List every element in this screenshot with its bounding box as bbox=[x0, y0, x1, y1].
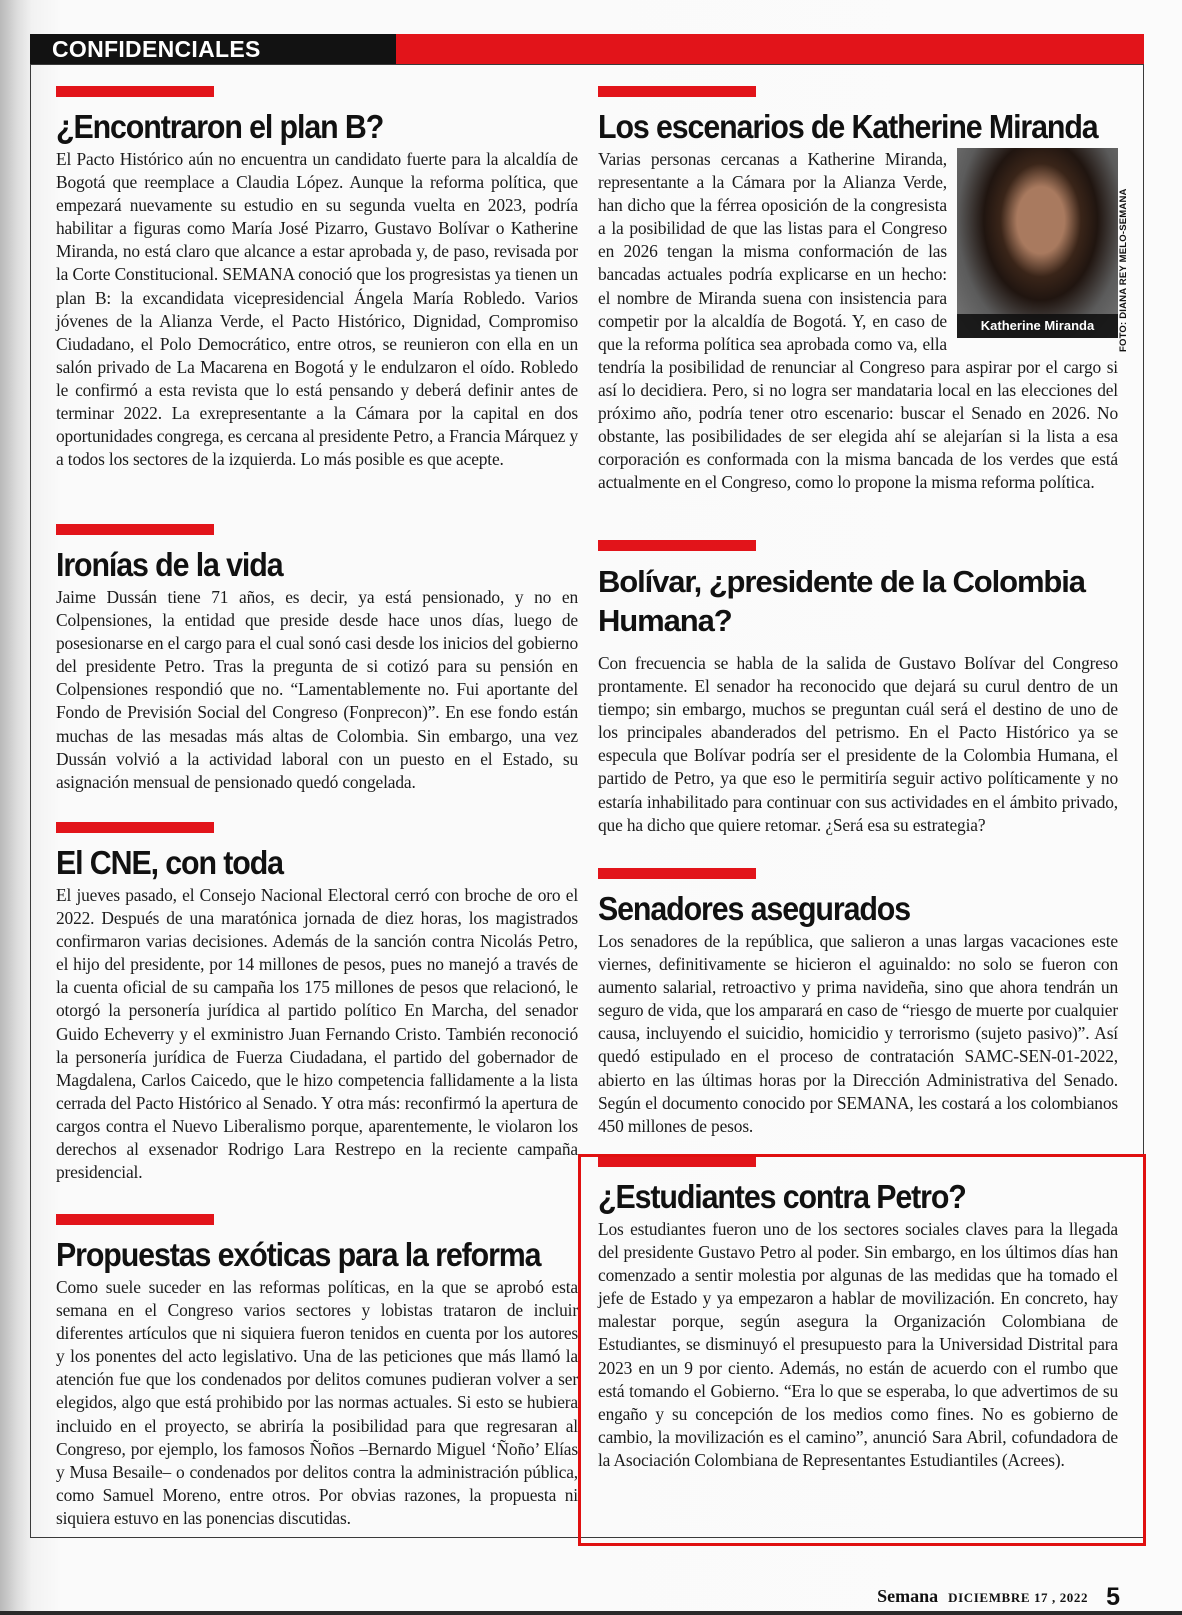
article-title: ¿Encontraron el plan B? bbox=[56, 108, 384, 145]
section-header: CONFIDENCIALES bbox=[30, 34, 396, 65]
article-katherine-miranda bbox=[598, 86, 1118, 540]
article-title: Senadores asegurados bbox=[598, 890, 911, 927]
issue-date: DICIEMBRE 17 , 2022 bbox=[948, 1590, 1089, 1605]
red-accent-bar bbox=[598, 540, 756, 551]
article-body: Los senadores de la república, que salieron a unas largas vacaciones este viernes, definitivamente se hicieron el aguinaldo: no solo se fueron con aumento salarial, retroactivo y prima navideña, sino que ahora tendrán un seguro de vida, que los amparará en caso de “riesgo de muerte por cualquier causa, incluyendo el suicidio, homicidio y terrorismo (sujeto pasivo)”. Así quedó estipulado en el proceso de contratación SAMC-SEN-01-2022, abierto en las últimas horas por la Dirección Administrativa del Senado. Según el documento conocido por SEMANA, les costará a los colombianos 450 millones de pesos. bbox=[598, 931, 1118, 1136]
article-body: El jueves pasado, el Consejo Nacional Electoral cerró con broche de oro el 2022. Después de una maratónica jornada de diez horas, los magistrados confirmaron varias decisiones. Además de la sanción contra Nicolás Petro, el hijo del presidente, por 14 millones de pesos, pues no manejó a través de la cuenta oficial de su campaña los 175 millones de pesos que relacionó, le otorgó la personería jurídica al partido político En Marcha, del senador Guido Echeverry y el exministro Juan Fernando Cristo. También reconoció la personería jurídica de Fuerza Ciudadana, el partido del gobernador de Magdalena, Carlos Caicedo, que le hizo competencia fallidamente a la lista cerrada del Pacto Histórico al Senado. Y otra más: reconfirmó la apertura de cargos contra el Nuevo Liberalismo porque, aparentemente, le violaron los derechos al exsenador Rodrigo Lara Restrepo en la reciente campaña presidencial. bbox=[56, 885, 578, 1183]
left-column bbox=[56, 86, 578, 1530]
red-accent-bar bbox=[56, 1214, 214, 1225]
article-body: Como suele suceder en las reformas políticas, en la que se aprobó esta semana en el Congreso varios sectores y lobistas trataron de incluir diferentes artículos que ni siquiera fueron tenidos en cuenta por los autores y los ponentes del acto legislativo. Una de las peticiones que más llamó la atención fue que los condenados por delitos comunes pudieran volver a ser elegidos, algo que está prohibido por las normas actuales. Si esto se hubiera incluido en el proyecto, se abriría la posibilidad para que regresaran al Congreso, por ejemplo, los famosos Ñoños –Bernardo Miguel ‘Ñoño’ Elías y Musa Besaile– o condenados por delitos contra la administración pública, como Samuel Moreno, entre otros. Por obvias razones, la propuesta ni siquiera estuvo en las ponencias discutidas. bbox=[56, 1277, 578, 1528]
article-body: Varias personas cercanas a Katherine Miranda, representante a la Cámara por la Alianza Verde, han dicho que la férrea oposición de la congresista a la posibilidad de que las listas para el Congreso en 2026 tengan la misma conformación de las bancadas actuales podría explicarse en un hecho: el nombre de Miranda suena con insistencia para competir por la alcaldía de Bogotá. Y, en caso de que la reforma política sea aprobada como va, ella tendría la posibilidad de renunciar al Congreso para aspirar por el cargo si así lo decidiera. Pero, si no logra ser mandataria local en las elecciones del próximo año, podría tener otro escenario: buscar el Senado en 2026. No obstante, las posibilidades de ser elegida ahí se alejarían si la lista a esa corporación es conformada con la misma bancada de los verdes que está actualmente en el Congreso, como lo propone la misma reforma política. bbox=[598, 149, 1118, 493]
article-title: Los escenarios de Katherine Miranda bbox=[598, 108, 1098, 145]
portrait-photo bbox=[957, 148, 1118, 338]
article-body: Los estudiantes fueron uno de los sectores sociales claves para la llegada del presidente Gustavo Petro al poder. Sin embargo, en los últimos días han comenzado a sentir molestia por algunas de las medidas que ha tomado el jefe de Estado y ya empezaron a hablar de movilización. En concreto, hay malestar porque, según asegura la Organización Colombiana de Estudiantes, se disminuyó el presupuesto para la Universidad Distrital para 2023 en un 9 por ciento. Además, no están de acuerdo con el rumbo que está tomando el Gobierno. “Era lo que se esperaba, lo que advertimos de su engaño y su concepción de los medios como fines. No es gobierno de cambio, la movilización es el camino”, anunció Sara Abril, cofundadora de la Asociación Colombiana de Representantes Estudiantiles (Acrees). bbox=[598, 1219, 1118, 1470]
bottom-edge bbox=[0, 1611, 1182, 1615]
publication-name: Semana bbox=[877, 1586, 939, 1606]
page-number: 5 bbox=[1106, 1583, 1120, 1611]
red-accent-bar bbox=[56, 86, 214, 97]
photo-caption: Katherine Miranda bbox=[957, 314, 1118, 338]
article-title: Bolívar, ¿presidente de la Colombia Humana? bbox=[598, 564, 1085, 638]
article-cne bbox=[56, 822, 578, 1214]
red-accent-bar bbox=[598, 86, 756, 97]
section-header-red-band bbox=[396, 34, 1144, 65]
red-accent-bar bbox=[56, 822, 214, 833]
photo-credit: FOTO: DIANA REY MELO-SEMANA bbox=[1118, 188, 1129, 352]
article-title: ¿Estudiantes contra Petro? bbox=[598, 1178, 966, 1215]
page-footer bbox=[0, 1580, 1120, 1609]
article-ironias bbox=[56, 524, 578, 822]
red-accent-bar bbox=[56, 524, 214, 535]
article-title: Ironías de la vida bbox=[56, 546, 283, 583]
article-title: El CNE, con toda bbox=[56, 844, 283, 881]
article-title: Propuestas exóticas para la reforma bbox=[56, 1236, 541, 1273]
highlight-box bbox=[578, 1154, 1146, 1546]
article-plan-b bbox=[56, 86, 578, 524]
article-senadores bbox=[598, 868, 1118, 1156]
red-accent-bar bbox=[598, 868, 756, 879]
article-propuestas bbox=[56, 1214, 578, 1530]
article-body: Con frecuencia se habla de la salida de Gustavo Bolívar del Congreso prontamente. El senador ha reconocido que dejará su curul dentro de un tiempo; sin embargo, muchos se preguntan cuál será el destino de uno de los principales abanderados del petrismo. En el Pacto Histórico ya se especula que Bolívar podría ser el presidente de la Colombia Humana, el partido de Petro, ya que eso le permitiría seguir activo políticamente y no estaría inhabilitado para continuar con sus actividades en el ámbito privado, que ha dicho que quiere retomar. ¿Será esa su estrategia? bbox=[598, 653, 1118, 835]
article-body: Jaime Dussán tiene 71 años, es decir, ya está pensionado, y no en Colpensiones, la entidad que preside desde hace unos días, luego de posesionarse en el cargo para el cual sonó casi desde los inicios del gobierno del presidente Petro. Tras la pregunta de si cotizó para su pensión en Colpensiones respondió que no. “Lamentablemente no. Fui aportante del Fondo de Previsión Social del Congreso (Fonprecon)”. En ese fondo están muchas de las mesadas más altas de Colombia. Sin embargo, una vez Dussán volvió a la actividad laboral con un puesto en el Estado, su asignación mensual de pensionado quedó congelada. bbox=[56, 587, 578, 792]
article-bolivar bbox=[598, 540, 1118, 868]
article-body: El Pacto Histórico aún no encuentra un candidato fuerte para la alcaldía de Bogotá que reemplace a Claudia López. Aunque la reforma política, que empezará nuevamente su estudio en su segunda vuelta en 2023, podría habilitar a figuras como María José Pizarro, Gustavo Bolívar o Katherine Miranda, no está claro que alcance a estar aprobada y, de paso, revisada por la Corte Constitucional. SEMANA conoció que los progresistas ya tienen un plan B: la excandidata vicepresidencial Ángela María Robledo. Varios jóvenes de la Alianza Verde, el Pacto Histórico, Dignidad, Compromiso Ciudadano, el Polo Democrático, entre otros, se reunieron con ella en un salón privado de La Macarena en Bogotá y le endulzaron el oído. Robledo le confirmó a esta revista que lo está pensando y deberá definir antes de terminar 2022. La exrepresentante a la Cámara por la capital en dos oportunidades congrega, es cercana al presidente Petro, a Francia Márquez y a todos los sectores de la izquierda. Lo más posible es que acepte. bbox=[56, 149, 578, 470]
